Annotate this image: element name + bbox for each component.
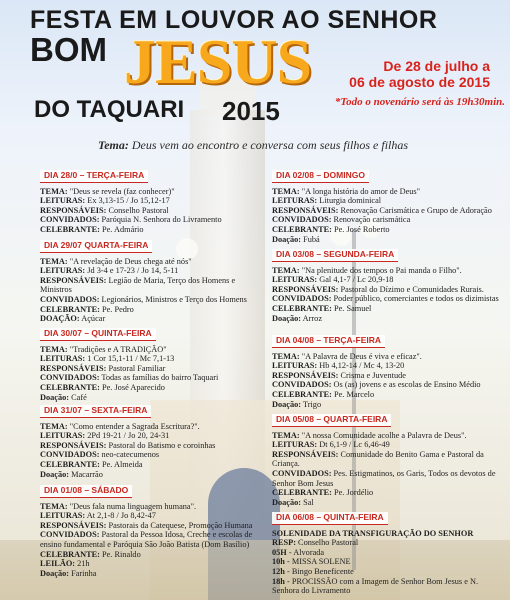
- title-bom: BOM: [30, 31, 107, 68]
- day-line-label: 05H: [272, 547, 287, 557]
- title-jesus: JESUS: [124, 26, 312, 97]
- title-taquari: DO TAQUARI: [34, 96, 185, 123]
- day-line: [272, 577, 500, 596]
- day-line: [40, 314, 262, 324]
- day-line-label: 18h: [272, 576, 285, 586]
- day-line-text: Açúcar: [79, 314, 106, 324]
- day-line: [272, 538, 500, 548]
- day-line: [272, 225, 500, 235]
- day-line: [40, 530, 262, 549]
- day-line-label: CONVIDADOS:: [40, 215, 100, 225]
- day-line-label: CELEBRANTE:: [40, 304, 100, 314]
- day-line: [272, 294, 500, 304]
- day-line-label: LEITURAS:: [40, 431, 86, 441]
- day-line-label: RESPONSÁVEIS:: [272, 205, 339, 215]
- day-line: [272, 469, 500, 488]
- day-block: [40, 405, 262, 479]
- day-line: [272, 266, 500, 276]
- day-line-label: Doação:: [272, 497, 302, 507]
- day-line-label: CELEBRANTE:: [272, 224, 332, 234]
- day-line-text: Conselho Pastoral: [106, 205, 169, 215]
- day-line: [272, 314, 500, 324]
- day-line-label: Doação:: [40, 392, 70, 402]
- theme-text: Deus vem ao encontro e conversa com seus filhos e filhas: [131, 138, 409, 152]
- day-line-text: Pe. Almeida: [99, 459, 143, 469]
- day-line-label: Doação:: [40, 469, 70, 479]
- day-line-label: Doação:: [272, 313, 302, 323]
- day-line: [40, 196, 262, 206]
- day-line: [272, 529, 500, 539]
- dates-line-2: 06 de agosto de 2015: [349, 74, 490, 90]
- day-header: DIA 30/07 – QUINTA-FEIRA: [40, 328, 156, 341]
- day-line: [40, 305, 262, 315]
- day-line: [40, 383, 262, 393]
- day-line-label: CELEBRANTE:: [272, 488, 332, 498]
- day-line-label: TEMA:: [272, 430, 300, 440]
- day-line: [40, 470, 262, 480]
- day-line-text: At 2,1-8 / Jo 8,42-47: [85, 511, 156, 521]
- day-line-text: Pe. Marcelo: [331, 389, 375, 399]
- day-line: [40, 345, 262, 355]
- day-line-label: CELEBRANTE:: [272, 389, 332, 399]
- day-line-label: RESPONSÁVEIS:: [272, 284, 339, 294]
- day-line-label: CELEBRANTE:: [40, 549, 100, 559]
- day-line-label: 12h: [272, 566, 285, 576]
- day-line-label: CONVIDADOS:: [40, 294, 100, 304]
- day-line-text: Legião de Maria, Terço dos Homens e Ministros: [40, 275, 236, 295]
- day-line: [272, 304, 500, 314]
- day-line-label: CONVIDADOS:: [40, 373, 100, 383]
- day-line: [40, 431, 262, 441]
- day-line-label: Doação:: [272, 234, 302, 244]
- day-line: [40, 276, 262, 295]
- day-line-label: TEMA:: [40, 256, 68, 266]
- day-line: [272, 361, 500, 371]
- day-line-label: TEMA:: [40, 501, 68, 511]
- day-line-label: RESP:: [272, 538, 296, 548]
- day-line-label: TEMA:: [272, 351, 300, 361]
- day-block: [272, 249, 500, 323]
- day-line-label: TEMA:: [272, 186, 300, 196]
- day-line-text: neo-catecumenos: [99, 450, 160, 460]
- day-line-text: Pastoral do Dízimo e Comunidades Rurais.: [338, 284, 484, 294]
- day-line-text: Fubá: [301, 234, 320, 244]
- day-line-text: Comunidade do Benito Gama e Pastoral da Criança.: [272, 449, 484, 469]
- day-line-text: "A Palavra de Deus é viva e eficaz".: [299, 351, 422, 361]
- day-line: [272, 187, 500, 197]
- day-line-text: Sal: [301, 497, 314, 507]
- day-line-text: Trigo: [301, 399, 322, 409]
- day-line: [40, 354, 262, 364]
- day-line: [272, 431, 500, 441]
- day-header: DIA 29/07 QUARTA-FEIRA: [40, 240, 152, 253]
- day-line: [272, 275, 500, 285]
- day-line: [40, 422, 262, 432]
- day-line: [40, 225, 262, 235]
- day-line: [272, 567, 500, 577]
- day-header: DIA 02/08 – DOMINGO: [272, 170, 369, 183]
- day-line-label: LEITURAS:: [272, 361, 318, 371]
- day-line-text: "Na plenitude dos tempos o Pai manda o Filho".: [299, 265, 462, 275]
- day-line-label: LEITURAS:: [40, 196, 86, 206]
- day-block: [40, 328, 262, 402]
- day-line-text: Conselho Pastoral: [295, 538, 359, 548]
- day-line-label: RESPONSÁVEIS:: [40, 363, 107, 373]
- day-line-label: RESPONSÁVEIS:: [40, 440, 107, 450]
- day-line: [272, 196, 500, 206]
- day-line-label: RESPONSÁVEIS:: [40, 205, 107, 215]
- day-line-label: LEITURAS:: [40, 266, 86, 276]
- day-line-label: TEMA:: [272, 265, 300, 275]
- day-block: [272, 335, 500, 409]
- day-line: [272, 498, 500, 508]
- day-line-label: LEITURAS:: [272, 440, 318, 450]
- day-line-text: "Deus se revela (faz conhecer)": [67, 186, 175, 196]
- day-line-text: 2Pd 19-21 / Jo 20, 24-31: [85, 431, 170, 441]
- day-line: [40, 295, 262, 305]
- day-line: [40, 266, 262, 276]
- day-line: [40, 215, 262, 225]
- day-line: [40, 393, 262, 403]
- day-line: [40, 364, 262, 374]
- day-line-text: Os (as) jovens e as escolas de Ensino Médio: [331, 380, 481, 390]
- day-line-text: Pastoral Familiar: [106, 363, 166, 373]
- day-header: DIA 28/0 – TERÇA-FEIRA: [40, 170, 148, 183]
- day-line-text: Café: [69, 392, 87, 402]
- day-line: [272, 215, 500, 225]
- day-line-label: LEILÃO:: [40, 559, 76, 569]
- day-line-text: Crisma e Juventude: [338, 370, 406, 380]
- day-line-label: CELEBRANTE:: [272, 303, 332, 313]
- day-line: [272, 206, 500, 216]
- day-line-label: RESPONSÁVEIS:: [40, 520, 107, 530]
- day-line-text: 1 Cor 15,1-11 / Mc 7,1-13: [85, 354, 175, 364]
- day-line: [272, 235, 500, 245]
- day-line-label: CONVIDADOS:: [272, 294, 332, 304]
- day-line: [272, 352, 500, 362]
- day-line-text: Liturgia dominical: [317, 196, 382, 206]
- day-line-label: TEMA:: [40, 344, 68, 354]
- day-line-text: Todas as famílias do bairro Taquari: [99, 373, 219, 383]
- day-line-label: CELEBRANTE:: [40, 459, 100, 469]
- event-dates: [300, 58, 490, 90]
- day-line-label: CONVIDADOS:: [272, 468, 332, 478]
- day-line-text: - Alvorada: [286, 547, 325, 557]
- day-line-text: Pe. Rinaldo: [99, 549, 141, 559]
- day-line: [272, 488, 500, 498]
- day-line: [40, 559, 262, 569]
- day-line-label: RESPONSÁVEIS:: [40, 275, 107, 285]
- day-block: [40, 240, 262, 324]
- day-line-text: Pe. Jordélio: [331, 488, 374, 498]
- day-line-text: - MISSA SOLENE: [284, 557, 351, 567]
- novena-time-note: *Todo o novenário será às 19h30min.: [334, 96, 505, 108]
- day-line: [272, 371, 500, 381]
- day-header: DIA 03/08 – SEGUNDA-FEIRA: [272, 249, 398, 262]
- day-line: [40, 441, 262, 451]
- day-line-label: CONVIDADOS:: [40, 450, 100, 460]
- dates-line-1: De 28 de julho a: [383, 58, 490, 74]
- day-line-text: Arroz: [301, 313, 322, 323]
- day-line-text: - Bingo Beneficente: [284, 566, 354, 576]
- day-line-text: Farinha: [69, 568, 97, 578]
- day-line: [40, 502, 262, 512]
- day-block: [272, 414, 500, 507]
- day-line-text: 21h: [75, 559, 90, 569]
- day-line: [40, 187, 262, 197]
- day-line-text: "Deus fala numa linguagem humana".: [67, 501, 197, 511]
- day-line-text: Pe. Samuel: [331, 303, 372, 313]
- theme-line: [98, 138, 503, 153]
- day-line-label: LEITURAS:: [40, 511, 86, 521]
- day-line-label: SOLENIDADE DA TRANSFIGURAÇÃO DO SENHOR: [272, 528, 474, 538]
- day-line-text: Jd 3-4 e 17-23 / Jo 14, 5-11: [85, 266, 179, 276]
- day-line-label: CONVIDADOS:: [272, 215, 332, 225]
- day-header: DIA 06/08 – QUINTA-FEIRA: [272, 512, 388, 525]
- day-line: [40, 521, 262, 531]
- day-line-text: Pe. Pedro: [99, 304, 134, 314]
- day-line-label: Doação:: [272, 399, 302, 409]
- day-line-label: DOAÇÃO:: [40, 314, 80, 324]
- day-line: [40, 569, 262, 579]
- day-line-text: Renovação Carismática e Grupo de Adoração: [338, 205, 492, 215]
- day-line-text: Pe. José Roberto: [331, 224, 390, 234]
- day-line-label: LEITURAS:: [40, 354, 86, 364]
- day-line: [40, 257, 262, 267]
- day-line-text: "A nossa Comunidade acolhe a Palavra de Deus".: [299, 430, 467, 440]
- day-line-text: Macarrão: [69, 469, 103, 479]
- day-line-text: Renovação carismática: [331, 215, 411, 225]
- day-line-label: 10h: [272, 557, 285, 567]
- day-line-label: CONVIDADOS:: [40, 530, 100, 540]
- day-line-text: Legionários, Ministros e Terço dos Homens: [99, 294, 247, 304]
- day-line: [40, 206, 262, 216]
- day-line: [272, 548, 500, 558]
- day-line-text: Dt 6,1-9 / Lc 6,46-49: [317, 440, 390, 450]
- day-line-text: Gal 4,1-7 / Lc 20,9-18: [317, 275, 394, 285]
- day-line-label: Doação:: [40, 568, 70, 578]
- day-line: [40, 450, 262, 460]
- day-line-label: TEMA:: [40, 421, 68, 431]
- day-line-text: Paróquia N. Senhora do Livramento: [99, 215, 222, 225]
- day-line-text: Pastoral do Batismo e coroinhas: [106, 440, 216, 450]
- day-line-label: LEITURAS:: [272, 275, 318, 285]
- day-header: DIA 05/08 – QUARTA-FEIRA: [272, 414, 391, 427]
- day-line-label: CONVIDADOS:: [272, 380, 332, 390]
- day-line: [272, 450, 500, 469]
- day-block: [272, 170, 500, 244]
- day-line: [40, 550, 262, 560]
- day-line: [272, 380, 500, 390]
- day-line-label: CELEBRANTE:: [40, 382, 100, 392]
- day-line-text: Pe. Admário: [99, 224, 144, 234]
- day-line-text: - PROCISSÃO com a Imagem de Senhor Bom Jesus e N. Senhora do Livramento: [272, 576, 479, 596]
- day-line-label: RESPONSÁVEIS:: [272, 449, 339, 459]
- poster-header: [0, 0, 510, 180]
- day-line-text: Pastoral da Pessoa Idosa, Creche e escolas de ensino fundamental e Paróquia São João Batista (Dom Basílio): [40, 530, 253, 549]
- title-line-1: FESTA EM LOUVOR AO SENHOR: [30, 6, 438, 34]
- day-block: [40, 485, 262, 578]
- day-line-text: "A revelação de Deus chega até nós": [67, 256, 192, 266]
- day-line-text: Ex 3,13-15 / Jo 15,12-17: [85, 196, 170, 206]
- day-line: [40, 460, 262, 470]
- day-line: [272, 400, 500, 410]
- day-line: [272, 557, 500, 567]
- day-line-text: Poder público, comerciantes e todos os dizimistas: [331, 294, 499, 304]
- day-line-label: RESPONSÁVEIS:: [272, 370, 339, 380]
- day-header: DIA 31/07 – SEXTA-FEIRA: [40, 405, 151, 418]
- day-line-label: TEMA:: [40, 186, 68, 196]
- day-header: DIA 04/08 – TERÇA-FEIRA: [272, 335, 385, 348]
- day-line-text: Hb 4,12-14 / Mc 4, 13-20: [317, 361, 405, 371]
- day-line: [40, 511, 262, 521]
- theme-label: Tema:: [98, 138, 129, 152]
- day-line: [272, 285, 500, 295]
- day-line-text: "Como entender a Sagrada Escritura?".: [67, 421, 200, 431]
- day-block: [40, 170, 262, 235]
- day-line-text: "A longa história do amor de Deus": [299, 186, 421, 196]
- day-block: [272, 512, 500, 596]
- day-line-text: "Tradições e A TRADIÇÃO": [67, 344, 167, 354]
- day-line: [272, 440, 500, 450]
- day-line: [272, 390, 500, 400]
- day-line-label: LEITURAS:: [272, 196, 318, 206]
- day-line-label: CELEBRANTE:: [40, 224, 100, 234]
- day-line-text: Pes. Estigmatinos, os Garis, Todos os devotos de Senhor Bom Jesus: [272, 468, 496, 488]
- day-line: [40, 373, 262, 383]
- title-year: 2015: [222, 96, 280, 126]
- day-header: DIA 01/08 – SÁBADO: [40, 485, 132, 498]
- day-line-text: Pastorais da Catequese, Promoção Humana: [106, 520, 253, 530]
- day-line-text: Pe. José Aparecido: [99, 382, 165, 392]
